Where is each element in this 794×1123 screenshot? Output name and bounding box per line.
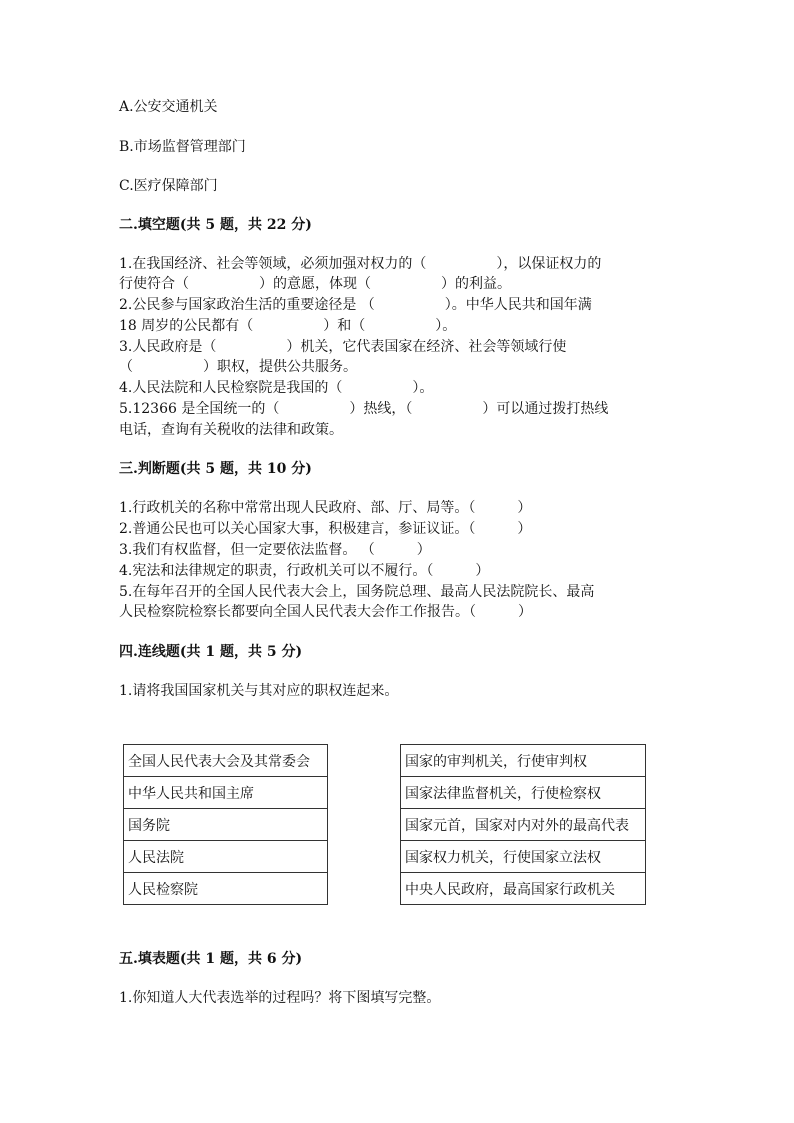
power-cell: 中央人民政府，最高国家行政机关 [401, 873, 646, 905]
fill-blank-line: 2.公民参与国家政治生活的重要途径是 （ ）。中华人民共和国年满 [119, 297, 592, 313]
power-cell: 国家权力机关，行使国家立法权 [401, 841, 646, 873]
option-a: A.公安交通机关 [119, 99, 218, 115]
organ-cell: 人民检察院 [124, 873, 328, 905]
power-cell: 国家的审判机关，行使审判权 [401, 745, 646, 777]
fill-blank-line: （ ）职权，提供公共服务。 [119, 359, 357, 375]
fill-blank-line: 电话，查询有关税收的法律和政策。 [119, 422, 343, 438]
judgement-line: 2.普通公民也可以关心国家大事，积极建言，参证议证。（ ） [119, 521, 532, 537]
judgement-line: 1.行政机关的名称中常常出现人民政府、部、厅、局等。（ ） [119, 500, 532, 516]
organ-cell: 中华人民共和国主席 [124, 777, 328, 809]
organs-table [123, 744, 328, 905]
option-c: C.医疗保障部门 [119, 178, 218, 194]
fill-blank-line: 5.12366 是全国统一的（ ）热线，（ ）可以通过拨打热线 [119, 401, 609, 417]
matching-question: 1.请将我国国家机关与其对应的职权连起来。 [119, 683, 399, 699]
powers-table [400, 744, 646, 905]
fill-blank-line: 18 周岁的公民都有（ ）和（ ）。 [119, 318, 457, 334]
fill-blank-line: 4.人民法院和人民检察院是我国的（ ）。 [119, 380, 434, 396]
section-2-heading: 二.填空题(共 5 题，共 22 分) [119, 217, 312, 233]
judgement-line: 3.我们有权监督，但一定要依法监督。 （ ） [119, 542, 431, 558]
organ-cell: 全国人民代表大会及其常委会 [124, 745, 328, 777]
option-b: B.市场监督管理部门 [119, 139, 246, 155]
organ-cell: 国务院 [124, 809, 328, 841]
fill-blank-line: 1.在我国经济、社会等领域，必须加强对权力的（ ），以保证权力的 [119, 256, 602, 272]
power-cell: 国家法律监督机关，行使检察权 [401, 777, 646, 809]
fill-blank-line: 3.人民政府是（ ）机关，它代表国家在经济、社会等领域行使 [119, 339, 567, 355]
organ-cell: 人民法院 [124, 841, 328, 873]
judgement-line: 5.在每年召开的全国人民代表大会上，国务院总理、最高人民法院院长、最高 [119, 584, 595, 600]
judgement-line: 4.宪法和法律规定的职责，行政机关可以不履行。（ ） [119, 563, 490, 579]
power-cell: 国家元首，国家对内对外的最高代表 [401, 809, 646, 841]
table-fill-question: 1.你知道人大代表选举的过程吗？将下图填写完整。 [119, 990, 441, 1006]
fill-blank-line: 行使符合（ ）的意愿，体现（ ）的利益。 [119, 276, 511, 292]
section-4-heading: 四.连线题(共 1 题，共 5 分) [119, 644, 303, 660]
section-3-heading: 三.判断题(共 5 题，共 10 分) [119, 461, 312, 477]
judgement-line: 人民检察院检察长都要向全国人民代表大会作工作报告。（ ） [119, 604, 532, 620]
section-5-heading: 五.填表题(共 1 题，共 6 分) [119, 951, 303, 967]
